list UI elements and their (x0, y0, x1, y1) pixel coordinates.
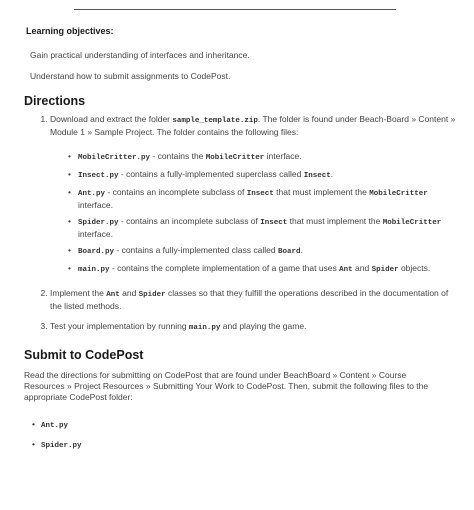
file-item-board: • Board.py - contains a fully-implemented class called Board. (68, 245, 460, 258)
step-text: Download and extract the folder (50, 114, 173, 124)
learning-objectives-heading: Learning objectives: (26, 26, 114, 36)
file-name-code: Ant.py (78, 190, 106, 198)
file-name-code: Insect.py (78, 172, 119, 180)
directions-step-3: 3. Test your implementation by running main.py and playing the game. (50, 321, 460, 334)
directions-heading: Directions (24, 94, 86, 108)
objective-item: Gain practical understanding of interfaces and inheritance. (30, 50, 250, 60)
submit-file-item (32, 439, 82, 450)
file-name-code: Spider.py (41, 442, 82, 450)
directions-step-1 (50, 114, 460, 276)
file-name-code: Board.py (78, 248, 115, 256)
directions-step-2: 2. Implement the Ant and Spider classes so that they fulfill the operations described in the documentation of the listed methods. (50, 288, 460, 312)
file-item-insect: • Insect.py - contains a fully-implemented superclass called Insect. (68, 169, 460, 182)
file-name-code: main.py (78, 266, 110, 274)
file-item-spider: • Spider.py - contains an incomplete subclass of Insect that must implement the MobileCritter interface. (68, 216, 460, 240)
objective-item: Understand how to submit assignments to CodePost. (30, 71, 231, 81)
file-item-ant: • Ant.py - contains an incomplete subclass of Insect that must implement the MobileCritter interface. (68, 187, 460, 211)
file-name-code: Spider.py (78, 219, 119, 227)
step-text: . The folder is found under Beach-Board » Content » Module 1 » Sample Project. The folder contains the following files: (50, 114, 456, 137)
file-name-code: MobileCritter.py (78, 154, 151, 162)
submit-file-list (32, 419, 82, 450)
submit-instructions: Read the directions for submitting on CodePost that are found under BeachBoard » Content » Course Resources » Project Resources » Submitting Your Work to CodePost. Then, submit the following files to the appropriate CodePost folder: (24, 370, 429, 402)
submit-file-item (32, 419, 82, 430)
folder-name-code: sample_template.zip (172, 117, 258, 125)
file-list (50, 151, 460, 276)
submit-heading: Submit to CodePost (24, 348, 144, 362)
file-name-code: Ant.py (41, 422, 69, 430)
file-item-main: • main.py - contains the complete implementation of a game that uses Ant and Spider objects. (68, 263, 460, 276)
file-item-mobilecritter: • MobileCritter.py - contains the MobileCritter interface. (68, 151, 460, 164)
directions-list (34, 114, 460, 334)
top-divider (74, 9, 396, 10)
